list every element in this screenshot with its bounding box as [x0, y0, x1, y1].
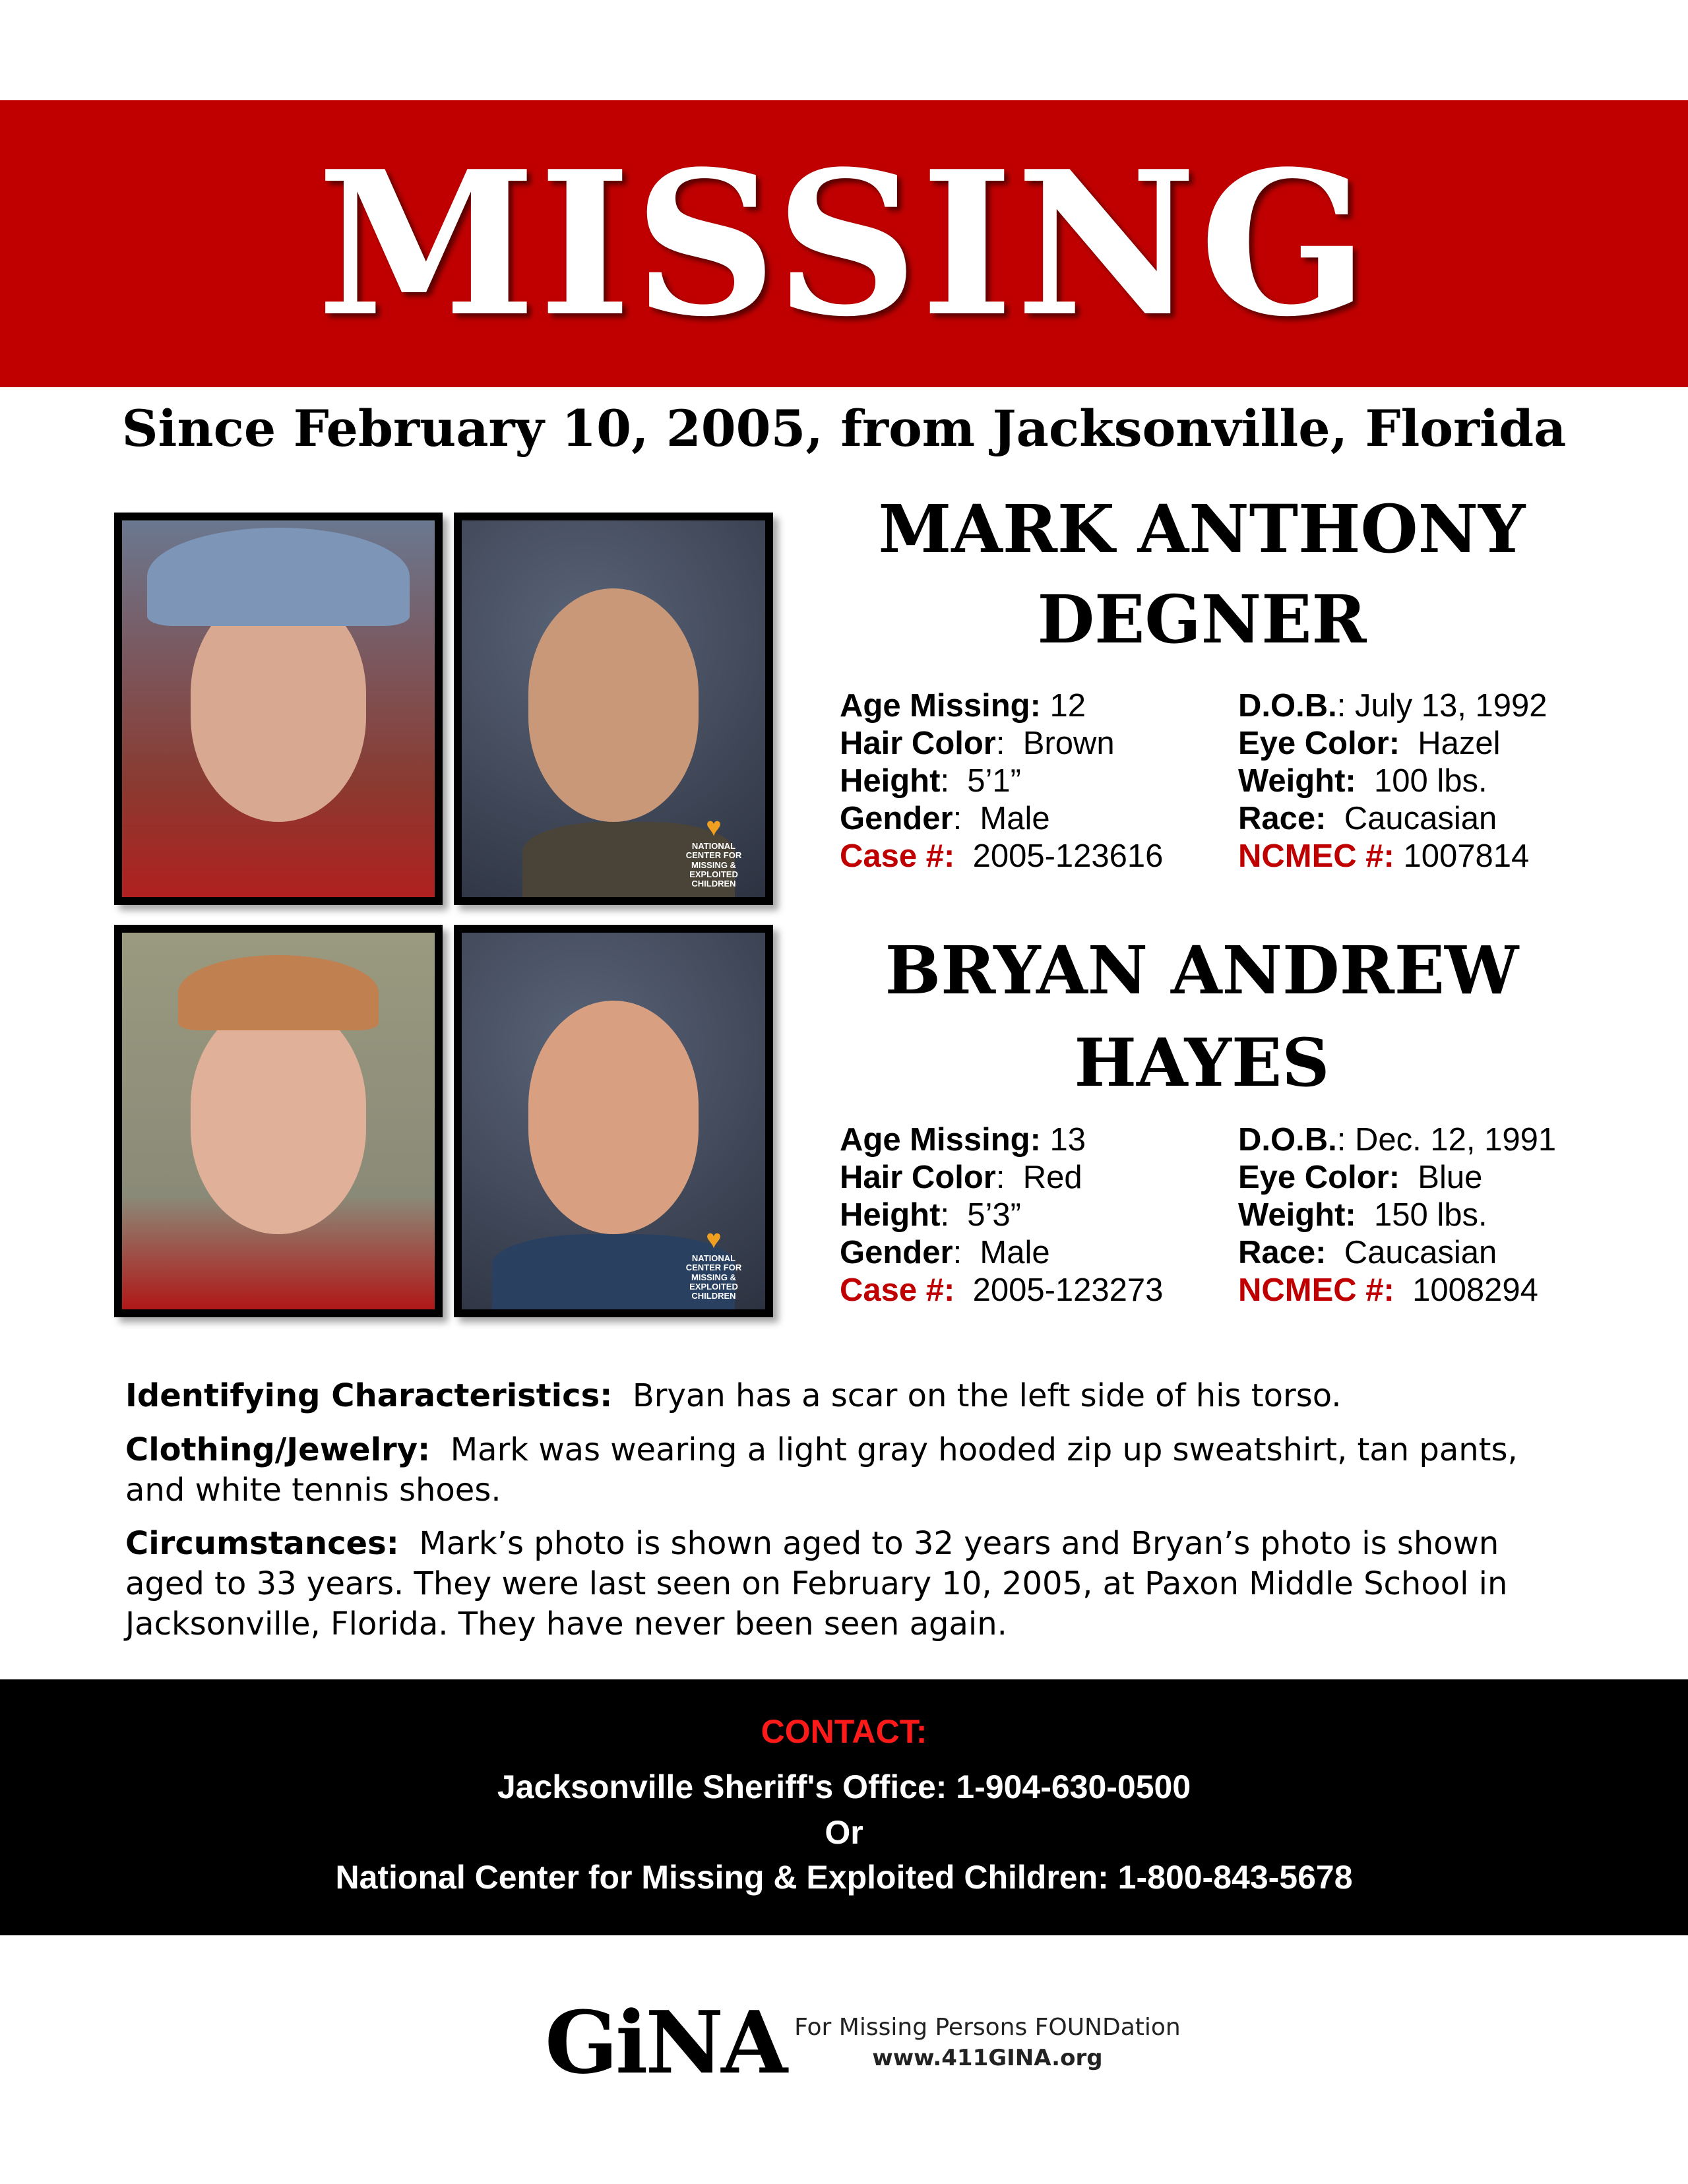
person2-details-right: D.O.B.: Dec. 12, 1991 Eye Color: Blue Weight: 150 lbs. Race: Caucasian NCMEC #: 1008294: [1238, 1122, 1557, 1308]
ncmec-logo: ♥ NATIONAL CENTER FOR MISSING & EXPLOITED CHILDREN: [685, 813, 742, 889]
photo-mark-age-progressed: [454, 513, 773, 905]
contact-ncmec: National Center for Missing & Exploited Children: 1-800-843-5678: [335, 1859, 1353, 1896]
person2-details-left: Age Missing: 13 Hair Color: Red Height: 5’3” Gender: Male Case #: 2005-123273: [840, 1122, 1164, 1308]
person1-details-left: Age Missing: 12 Hair Color: Brown Height: 5’1” Gender: Male Case #: 2005-123616: [840, 688, 1164, 874]
gina-wordmark: GiNA: [545, 1992, 786, 2093]
contact-sheriff: Jacksonville Sheriff's Office: 1-904-630-0500: [497, 1768, 1191, 1805]
identifying-characteristics: Identifying Characteristics: Bryan has a scar on the left side of his torso.: [125, 1377, 1342, 1414]
ncmec-logo: ♥ NATIONAL CENTER FOR MISSING & EXPLOITED CHILDREN: [685, 1225, 742, 1301]
contact-band: [0, 1679, 1688, 1935]
person-name-line1: MARK ANTHONY: [878, 490, 1526, 568]
gina-tagline: For Missing Persons FOUNDation: [794, 2014, 1181, 2041]
photo-mark-childhood: [114, 513, 443, 905]
contact-heading: CONTACT:: [761, 1713, 927, 1750]
missing-since: Since February 10, 2005, from Jacksonville, Florida: [121, 399, 1567, 458]
photo-bryan-childhood: [114, 925, 443, 1317]
person-name-line2: HAYES: [1074, 1024, 1330, 1102]
person-name-line1: BRYAN ANDREW: [885, 931, 1519, 1009]
gina-url[interactable]: www.411GINA.org: [872, 2045, 1103, 2071]
contact-or: Or: [825, 1814, 863, 1851]
person1-details-right: D.O.B.: July 13, 1992 Eye Color: Hazel Weight: 100 lbs. Race: Caucasian NCMEC #: 1007814: [1238, 688, 1547, 874]
photo-bryan-age-progressed: [454, 925, 773, 1317]
gina-logo: [545, 1992, 1181, 2093]
circumstances: Circumstances: Mark’s photo is shown aged to 32 years and Bryan’s photo is shown aged to 33 years. They were last seen on February 10, 2005, at Paxon Middle School in Jacksonville, Florida. They have never been seen again.: [125, 1525, 1508, 1642]
clothing-jewelry: Clothing/Jewelry: Mark was wearing a light gray hooded zip up sweatshirt, tan pants, and white tennis shoes.: [125, 1431, 1518, 1509]
person-name-line2: DEGNER: [1037, 580, 1367, 658]
missing-title: MISSING: [317, 127, 1371, 360]
